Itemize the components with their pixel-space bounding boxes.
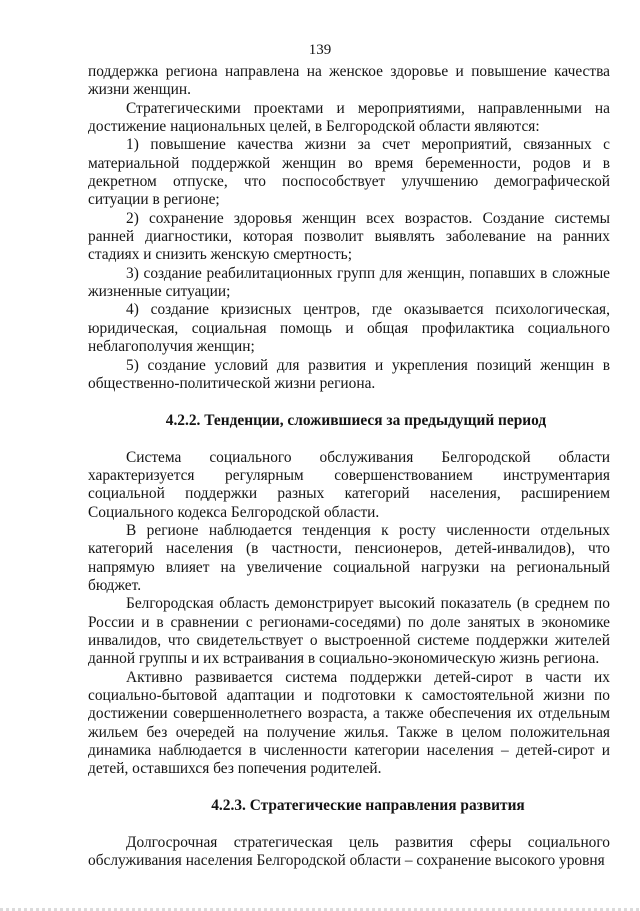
paragraph-disabled-employment: Белгородская область демонстрирует высокий показатель (в среднем по России и в сравнении с регионами-соседями) по доле занятых в экономике инвалидов, что свидетельствует о выстроенной системе поддержки жителей данной группы и их встраивания в социально-экономическую жизнь региона.: [88, 595, 610, 668]
document-body: [88, 63, 610, 871]
page-number: 139: [308, 42, 332, 58]
list-item-2: 2) сохранение здоровья женщин всех возрастов. Создание системы ранней диагностики, которая позволит выявлять заболевание на ранних стадиях и снизить женскую смертность;: [88, 209, 610, 264]
paragraph-orphan-support: Активно развивается система поддержки детей-сирот в части их социально-бытовой адаптации и подготовки к самостоятельной жизни по достижении совершеннолетнего возраста, а также обеспечения их отдельным жильем без очередей на получение жилья. Также в целом положительная динамика наблюдается в численности категории населения – детей-сирот и детей, оставшихся без попечения родителей.: [88, 668, 610, 778]
list-item-1: 1) повышение качества жизни за счет мероприятий, связанных с материальной поддержкой женщин во время беременности, родов и в декретном отпуске, что поспособствует улучшению демографической ситуации в регионе;: [88, 136, 610, 209]
paragraph-population-growth-trend: В регионе наблюдается тенденция к росту численности отдельных категорий населения (в частности, пенсионеров, детей-инвалидов), что напрямую влияет на увеличение социальной нагрузки на региональный бюджет.: [88, 521, 610, 594]
list-item-3: 3) создание реабилитационных групп для женщин, попавших в сложные жизненные ситуации;: [88, 264, 610, 301]
paragraph-continuation: поддержка региона направлена на женское здоровье и повышение качества жизни женщин.: [88, 63, 610, 99]
paragraph-long-term-goal: Долгосрочная стратегическая цель развития сферы социального обслуживания населения Белгородской области – сохранение высокого уровня: [88, 834, 610, 870]
paragraph-strategic-projects-intro: Стратегическими проектами и мероприятиями, направленными на достижение национальных целей, в Белгородской области являются:: [88, 99, 610, 136]
list-item-4: 4) создание кризисных центров, где оказывается психологическая, юридическая, социальная помощь и общая профилактика социального неблагополучия женщин;: [88, 301, 610, 356]
section-heading-4-2-2: 4.2.2. Тенденции, сложившиеся за предыдущий период: [165, 412, 547, 430]
section-heading-4-2-3: 4.2.3. Стратегические направления развития: [211, 796, 525, 814]
paragraph-social-service-system: Система социального обслуживания Белгородской области характеризуется регулярным совершенствованием инструментария социальной поддержки разных категорий населения, расширением Социального кодекса Белгородской области.: [88, 448, 610, 521]
list-item-5: 5) создание условий для развития и укрепления позиций женщин в общественно-политической жизни региона.: [88, 356, 610, 392]
